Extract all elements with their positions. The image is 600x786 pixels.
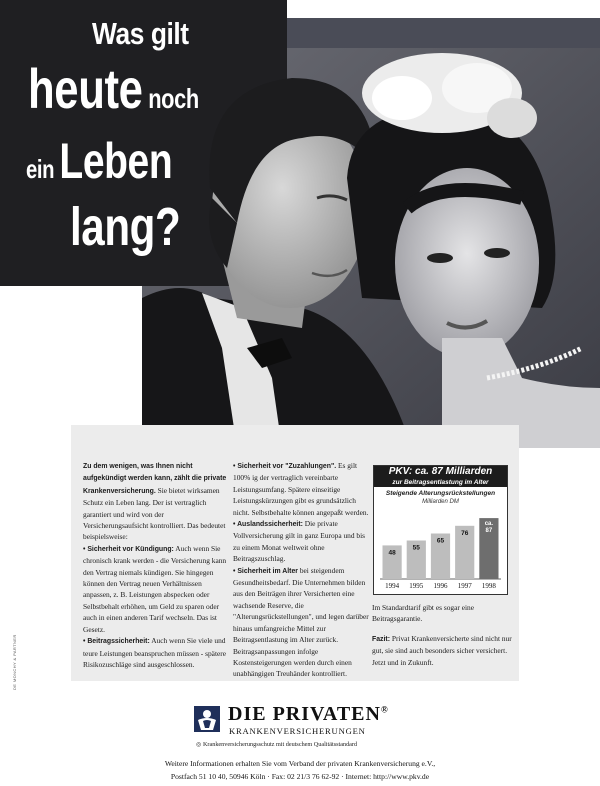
beitrag-text: Auch wenn Sie viele und teure Leistungen beanspruchen müssen - spätere Risikozuschläge sind ausgeschlossen. — [83, 636, 227, 669]
chart-plot — [374, 466, 507, 594]
fazit-label: Fazit: — [372, 635, 390, 643]
fazit-paragraph — [372, 633, 512, 668]
headline-noch: noch — [142, 83, 199, 114]
intro-text: Sie bietet wirksamen Schutz ein Leben lang. Der ist vertraglich garantiert und wird von der Versicherungsaufsicht kontrolliert. Das bedeutet beispielsweise: — [83, 485, 226, 542]
logo-subtitle: KRANKENVERSICHERUNGEN — [229, 726, 366, 736]
chart-value-label: 48 — [388, 549, 396, 557]
fazit-text: Privat Krankenversicherte sind nicht nur gut, sie sind auch besonders sicher versichert. Jetzt und in Zukunft. — [372, 633, 512, 667]
footer-line-1: Weitere Informationen erhalten Sie vom Verband der privaten Krankenversicherung e.V., — [164, 759, 436, 768]
logo-name-text: DIE PRIVATEN — [228, 703, 381, 725]
logo-claim-text: Krankenversicherungsschutz mit deutschem Qualitätsstandard — [202, 741, 358, 748]
pkv-logo-icon — [194, 706, 220, 732]
chart-value-label: 76 — [461, 529, 469, 537]
agency-credit: DE MONCHY & PARTNER — [12, 634, 17, 690]
chart-value-label: ca. — [484, 521, 494, 528]
chart-title: PKV: ca. 87 Milliarden — [374, 466, 507, 478]
registered-mark: ® — [380, 704, 389, 715]
intro-bold: Zu dem wenigen, was Ihnen nicht aufgekündigt werden kann, zählt die private Krankenversicherung. — [83, 463, 227, 495]
ausland-text: Die private Vollversicherung gilt in ganz Europa und bis zu einem Monat weltweit ohne Beitragszuschlag. — [233, 519, 366, 564]
chart-value-label: 65 — [436, 537, 445, 545]
chart-caption: Steigende Alterungsrückstellungen — [385, 490, 496, 497]
chart-tick-label: 1997 — [457, 582, 472, 590]
zuzahlung-text: Es gilt 100% ig der vertraglich vereinbarte Leistungsumfang. Spätere einseitige Leistungskürzungen gibt es grundsätzlich nicht. Selbstbehalte können angepaßt werden. — [233, 461, 369, 517]
headline-line-4: lang? — [70, 197, 181, 257]
beitrag-paragraph — [83, 635, 228, 670]
alter-text: bei steigendem Gesundheitsbedarf. Die Unternehmen bilden aus den Beiträgen ihrer Versicherten eine wachsende Reserve, die "Alterungsrückstellungen", und legen darüber hinaus umfangreiche Mittel zur Beitragsentlastung im Alter zurück. Beitragsanpassungen infolge Kostensteigerungen werden durch einen unabhängigen Treuhänder kontrolliert. — [233, 565, 369, 679]
ausland-label: • Auslandssicherheit: — [233, 521, 303, 529]
chart-subtitle: zur Beitragsentlastung im Alter — [374, 478, 507, 487]
standard-paragraph: Im Standardtarif gibt es sogar eine Beitragsgarantie. — [372, 603, 475, 624]
chart-tick-label: 1996 — [433, 582, 448, 590]
alter-label: • Sicherheit im Alter — [233, 567, 298, 575]
chart-value-label: 87 — [485, 528, 493, 535]
headline-line-3 — [26, 132, 172, 190]
headline-leben: Leben — [59, 133, 173, 189]
kuendigung-label: • Sicherheit vor Kündigung: — [83, 545, 174, 553]
zuzahlung-label: • Sicherheit vor "Zuzahlungen". — [233, 463, 337, 470]
headline-ein: ein — [26, 154, 60, 184]
chart-tick-label: 1998 — [481, 582, 496, 590]
headline-line-2 — [28, 56, 199, 121]
chart-unit: Milliarden DM — [422, 499, 459, 505]
text-column-3 — [372, 602, 512, 676]
headline-heute: heute — [28, 57, 143, 120]
zuzahlung-paragraph — [233, 460, 373, 518]
couple-photo — [142, 48, 600, 448]
headline-line-1: Was gilt — [92, 16, 189, 51]
kuendigung-paragraph — [83, 543, 228, 635]
kuendigung-text: Auch wenn Sie chronisch krank werden - die Versicherung kann den Vertrag niemals kündigen. Sie hingegen können den Vertrag neuen Verhältnissen anpassen, z. B. Leistungen abspecken oder Selbstbehalt erhöhen, um Geld zu sparen oder auch in einen anderen Tarif wechseln. Das ist Gesetz. — [83, 543, 227, 634]
footer-line-2: Postfach 51 10 40, 50946 Köln · Fax: 02 21/3 76 62-92 · Internet: http://www.pkv.de — [170, 772, 430, 781]
intro-paragraph — [83, 460, 228, 543]
ausland-paragraph — [233, 518, 373, 565]
beitrag-label: • Beitragssicherheit: — [83, 638, 150, 646]
text-column-1 — [83, 460, 228, 670]
text-column-2 — [233, 460, 373, 680]
logo-claim: ◎ Krankenversicherungsschutz mit deutschem Qualitätsstandard — [196, 741, 358, 748]
chart-value-label: 55 — [412, 544, 420, 552]
chart-tick-label: 1995 — [409, 582, 424, 590]
reserves-bar-chart — [373, 465, 508, 595]
alter-paragraph — [233, 565, 373, 680]
logo-name — [228, 703, 389, 726]
chart-tick-label: 1994 — [385, 582, 400, 590]
